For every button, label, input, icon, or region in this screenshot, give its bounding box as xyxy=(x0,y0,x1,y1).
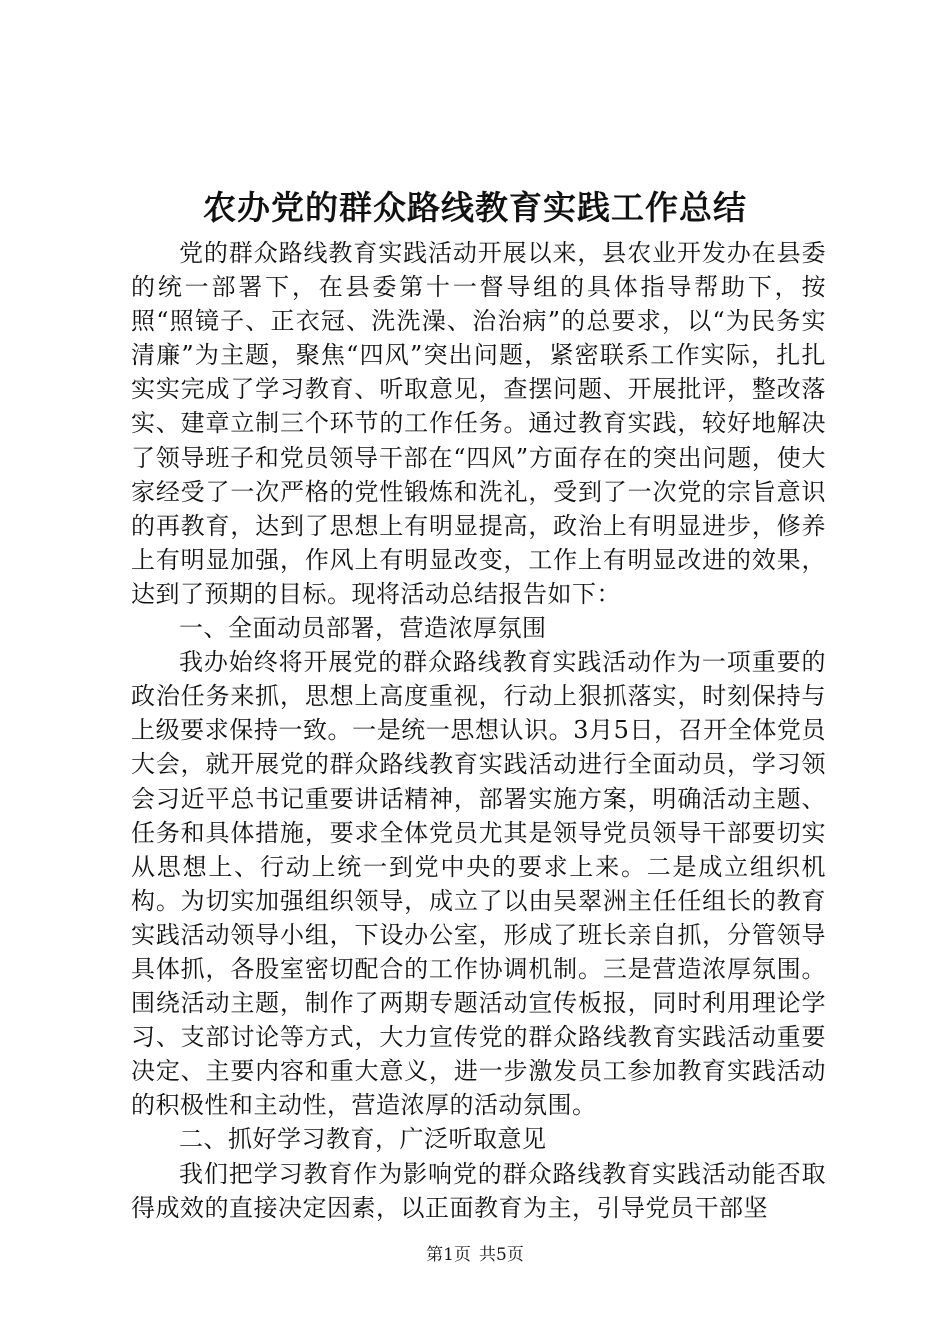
document-title: 农办党的群众路线教育实践工作总结 xyxy=(203,188,747,227)
intro-paragraph: 党的群众路线教育实践活动开展以来，县农业开发办在县委的统一部署下，在县委第十一督导组的具体指导帮助下，按照“照镜子、正衣冠、洗洗澡、治治病”的总要求，以“为民务实清廉”为主题，聚焦“四风”突出问题，紧密联系工作实际，扎扎实实完成了学习教育、听取意见，查摆问题、开展批评，整改落实、建章立制三个环节的工作任务。通过教育实践，较好地解决了领导班子和党员领导干部在“四风”方面存在的突出问题，使大家经受了一次严格的党性锻炼和洗礼，受到了一次党的宗旨意识的再教育，达到了思想上有明显提高，政治上有明显进步，修养上有明显加强，作风上有明显改变，工作上有明显改进的效果，达到了预期的目标。现将活动总结报告如下： xyxy=(131,239,826,608)
section-2-paragraph: 我们把学习教育作为影响党的群众路线教育实践活动能否取得成效的直接决定因素，以正面教育为主，引导党员干部坚 xyxy=(131,1159,826,1222)
page-number-current: 第1页 xyxy=(426,1245,471,1265)
page-footer xyxy=(0,1243,950,1267)
section-heading-2: 二、抓好学习教育，广泛听取意见 xyxy=(179,1125,547,1154)
section-heading-1: 一、全面动员部署，营造浓厚氛围 xyxy=(179,614,547,643)
page-number-total: 共5页 xyxy=(479,1245,524,1265)
document-body xyxy=(131,236,826,1225)
section-1-paragraph: 我办始终将开展党的群众路线教育实践活动作为一项重要的政治任务来抓，思想上高度重视，行动上狠抓落实，时刻保持与上级要求保持一致。一是统一思想认识。3月5日，召开全体党员大会，就开展党的群众路线教育实践活动进行全面动员，学习领会习近平总书记重要讲话精神，部署实施方案，明确活动主题、任务和具体措施，要求全体党员尤其是领导党员领导干部要切实从思想上、行动上统一到党中央的要求上来。二是成立组织机构。为切实加强组织领导，成立了以由吴翠洲主任任组长的教育实践活动领导小组，下设办公室，形成了班长亲自抓，分管领导具体抓，各股室密切配合的工作协调机制。三是营造浓厚氛围。围绕活动主题，制作了两期专题活动宣传板报，同时利用理论学习、支部讨论等方式，大力宣传党的群众路线教育实践活动重要决定、主要内容和重大意义，进一步激发员工参加教育实践活动的积极性和主动性，营造浓厚的活动氛围。 xyxy=(131,648,826,1120)
